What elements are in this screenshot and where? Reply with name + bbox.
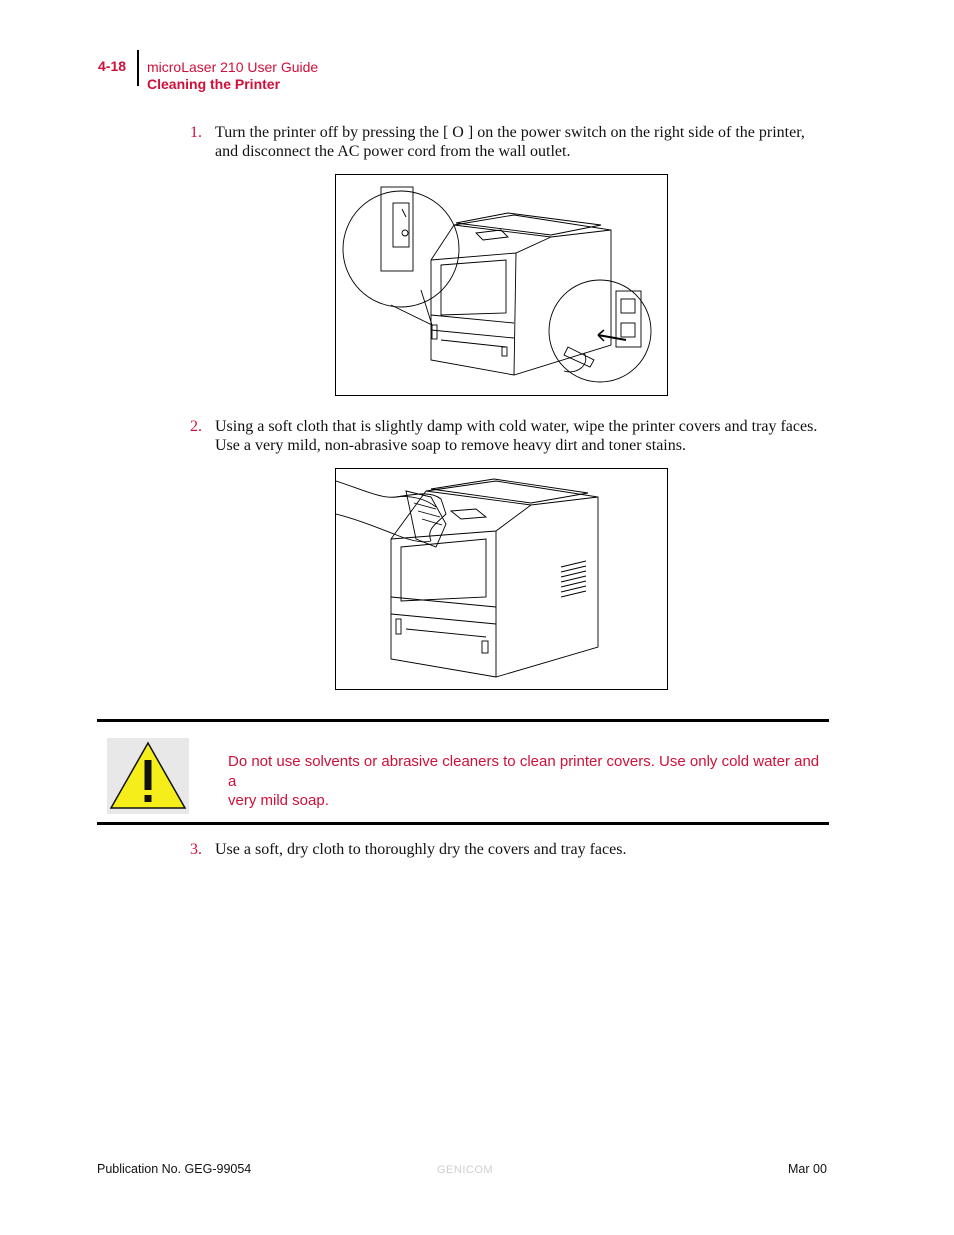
printer-power-illustration <box>336 175 667 395</box>
section-title: Cleaning the Printer <box>147 76 281 92</box>
step-text-line: Turn the printer off by pressing the [ O ] on the power switch on the right side of the printer, <box>215 124 805 141</box>
step-text-line: Using a soft cloth that is slightly damp with cold water, wipe the printer covers and tray faces. <box>215 418 818 435</box>
step-text-line: and disconnect the AC power cord from the wall outlet. <box>215 143 571 160</box>
header-divider <box>137 50 139 86</box>
guide-title: microLaser 210 User Guide <box>147 59 319 75</box>
brand-watermark: GENICOM <box>437 1164 494 1176</box>
warning-top-rule <box>97 719 829 722</box>
warning-line: very mild soap. <box>228 792 329 809</box>
warning-line: Do not use solvents or abrasive cleaners to clean printer covers. Use only cold water and a <box>228 753 820 790</box>
warning-message <box>228 752 828 811</box>
warning-triangle-icon <box>107 738 189 814</box>
page-number: 4-18 <box>98 58 127 74</box>
printer-wipe-illustration <box>336 469 667 689</box>
figure-power-off <box>335 174 668 396</box>
step-number: 3. <box>190 841 202 858</box>
step-number: 2. <box>190 418 202 435</box>
step-text-line: Use a soft, dry cloth to thoroughly dry the covers and tray faces. <box>215 841 627 858</box>
step-text-line: Use a very mild, non-abrasive soap to remove heavy dirt and toner stains. <box>215 437 686 454</box>
publication-number: Publication No. GEG-99054 <box>97 1162 252 1176</box>
publication-date: Mar 00 <box>788 1162 827 1176</box>
figure-wipe-printer <box>335 468 668 690</box>
warning-bottom-rule <box>97 822 829 825</box>
step-number: 1. <box>190 124 202 141</box>
